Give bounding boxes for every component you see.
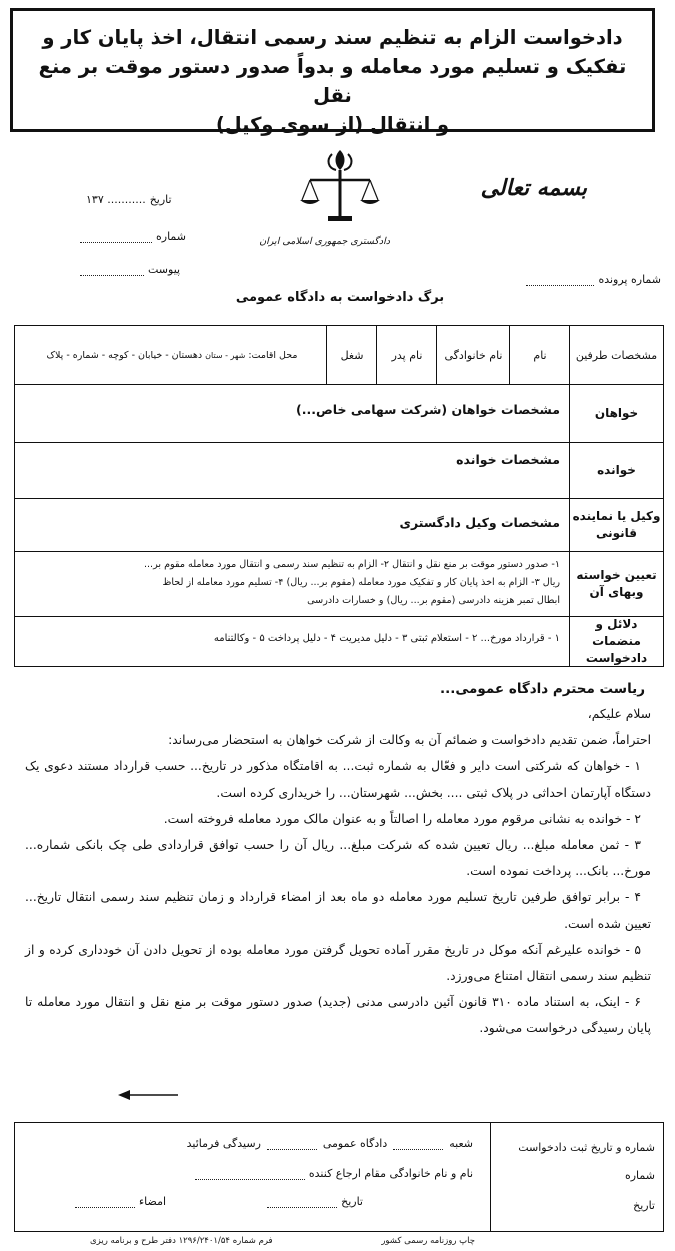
referrer-line: نام و نام خانوادگی مقام ارجاع کننده	[195, 1167, 473, 1180]
claim-value: ۱- صدور دستور موقت بر منع نقل و انتقال ۲- الزام به تنظیم سند رسمی و انتقال مورد معامله مقوم بر... ریال ۳- الزام به اخذ پایان کار و تفکیک مورد معامله (مقوم بر... ریال) ۴- تسلیم مورد معامله از لحاظ ابطال تمبر هزینه دادرسی (مقوم بر... ریال) و خسارات دادرسی	[143, 559, 560, 606]
paragraph-3: ۳ - ثمن معامله مبلغ... ریال تعیین شده که شرکت مبلغ... ریال آن را حسب توافق قراردادی طی چک بانکی شماره... مورخ... بانک... پرداخت نموده است.	[25, 838, 651, 879]
paragraph-6: ۶ - اینک، به استناد ماده ۳۱۰ قانون آئین دادرسی مدنی (جدید) صدور دستور موقت بر منع نقل و انتقال مورد معامله تا پایان رسیدگی درخواست می‌شود.	[25, 995, 651, 1036]
bismillah: بسمه تعالی	[480, 175, 587, 201]
letter-body	[25, 677, 651, 1042]
scales-of-justice-icon	[290, 146, 390, 228]
emblem	[259, 146, 390, 256]
evidence-label: دلائل و منضمات دادخواست	[585, 616, 648, 665]
defendant-value: مشخصات خوانده	[456, 452, 560, 467]
evidence-value: ۱ - قرارداد مورخ... ۲ - استعلام ثبتی ۳ - دلیل مدیریت ۴ - دلیل پرداخت ۵ - وکالتنامه	[213, 633, 560, 644]
form-heading: برگ دادخواست به دادگاه عمومی	[235, 290, 445, 305]
paragraph-2: ۲ - خوانده به نشانی مرقوم مورد معامله را اصالتاً و به عنوان مالک مورد معامله فروخته است.	[163, 811, 641, 826]
title-line-2: تفکیک و تسلیم مورد معامله و بدواً صدور دستور موقت بر منع نقل	[38, 55, 627, 107]
plaintiff-value: مشخصات خواهان (شرکت سهامی خاص...)	[296, 402, 560, 417]
salutation: ریاست محترم دادگاه عمومی...	[440, 681, 645, 697]
title-box	[10, 8, 655, 136]
intro-paragraph: احتراماً، ضمن تقدیم دادخواست و ضمائم آن به وکالت از شرکت خواهان به استحضار می‌رساند:	[168, 733, 651, 748]
greeting: سلام علیکم،	[587, 707, 651, 721]
job-header: شغل	[340, 348, 364, 362]
file-number-label: شماره پرونده	[598, 273, 661, 286]
claim-form-table	[14, 325, 664, 667]
title-line-3: و انتقال (از سوی وکیل)	[215, 113, 450, 136]
lawyer-label: وکیل یا نماینده قانونی	[572, 508, 661, 540]
name-header: نام	[533, 348, 547, 362]
document-title	[13, 11, 652, 139]
paragraph-1: ۱ - خواهان که شرکتی است دایر و فعّال به شماره ثبت... به اقامتگاه مذکور در تاریخ... حسب قرارداد مستند دعوی یک دستگاه آپارتمان احداثی در پلاک ثبتی .... بخش... شهرستان... را خریداری کرده است.	[25, 759, 651, 800]
address-header: محل اقامت: شهر - ستان دهستان - خیابان - کوچه - شماره - پلاک	[46, 349, 298, 361]
number-label: شماره	[156, 230, 187, 243]
paragraph-4: ۴ - برابر توافق طرفین تاریخ تسلیم مورد معامله دو ماه بعد از امضاء قرارداد و زمان تنظیم سند رسمی انتقال تاریخ... تعیین شده است.	[25, 890, 651, 931]
family-name-header: نام خانوادگی	[444, 348, 503, 362]
registration-date-label: تاریخ	[633, 1199, 655, 1212]
attach-label: پیوست	[148, 263, 181, 276]
registration-number-label: شماره	[624, 1169, 655, 1182]
father-name-header: نام پدر	[391, 348, 423, 362]
footer-printer: چاپ روزنامه رسمی کشور	[381, 1236, 475, 1246]
parties-header: مشخصات طرفین	[575, 348, 658, 362]
footer-form-number: فرم شماره ۱۲۹۶/۲۴۰۱/۵۴ دفتر طرح و برنامه ریزی	[90, 1236, 273, 1246]
defendant-label: خوانده	[597, 462, 636, 477]
registration-label: شماره و تاریخ ثبت دادخواست	[518, 1141, 655, 1154]
signature-line: امضاء	[75, 1195, 166, 1208]
date-label: تاریخ	[149, 193, 172, 206]
date-field	[86, 193, 172, 206]
branch-referral-line: شعبه دادگاه عمومی رسیدگی فرمائید	[186, 1137, 473, 1150]
file-number-field	[526, 273, 661, 286]
date-value: ........... ۱۳۷	[86, 193, 146, 206]
lawyer-value: مشخصات وکیل دادگستری	[399, 515, 560, 530]
title-line-1: دادخواست الزام به تنظیم سند رسمی انتقال، اخذ پایان کار و	[42, 26, 623, 49]
plaintiff-label: خواهان	[594, 405, 639, 420]
continue-arrow-icon	[118, 1087, 178, 1101]
claim-label: تعیین خواسته وبهای آن	[576, 567, 657, 599]
attach-field	[80, 263, 180, 276]
date-line: تاریخ	[267, 1195, 363, 1208]
paragraph-5: ۵ - خوانده علیرغم آنکه موکل در تاریخ مقرر آماده تحویل گرفتن مورد معامله بوده از تحویل دادن آن خودداری کرده و از تنظیم سند رسمی انتقال امتناع می‌ورزد.	[25, 942, 651, 984]
registration-box	[14, 1122, 664, 1232]
emblem-caption: دادگستری جمهوری اسلامی ایران	[259, 236, 390, 247]
number-field	[80, 230, 186, 243]
